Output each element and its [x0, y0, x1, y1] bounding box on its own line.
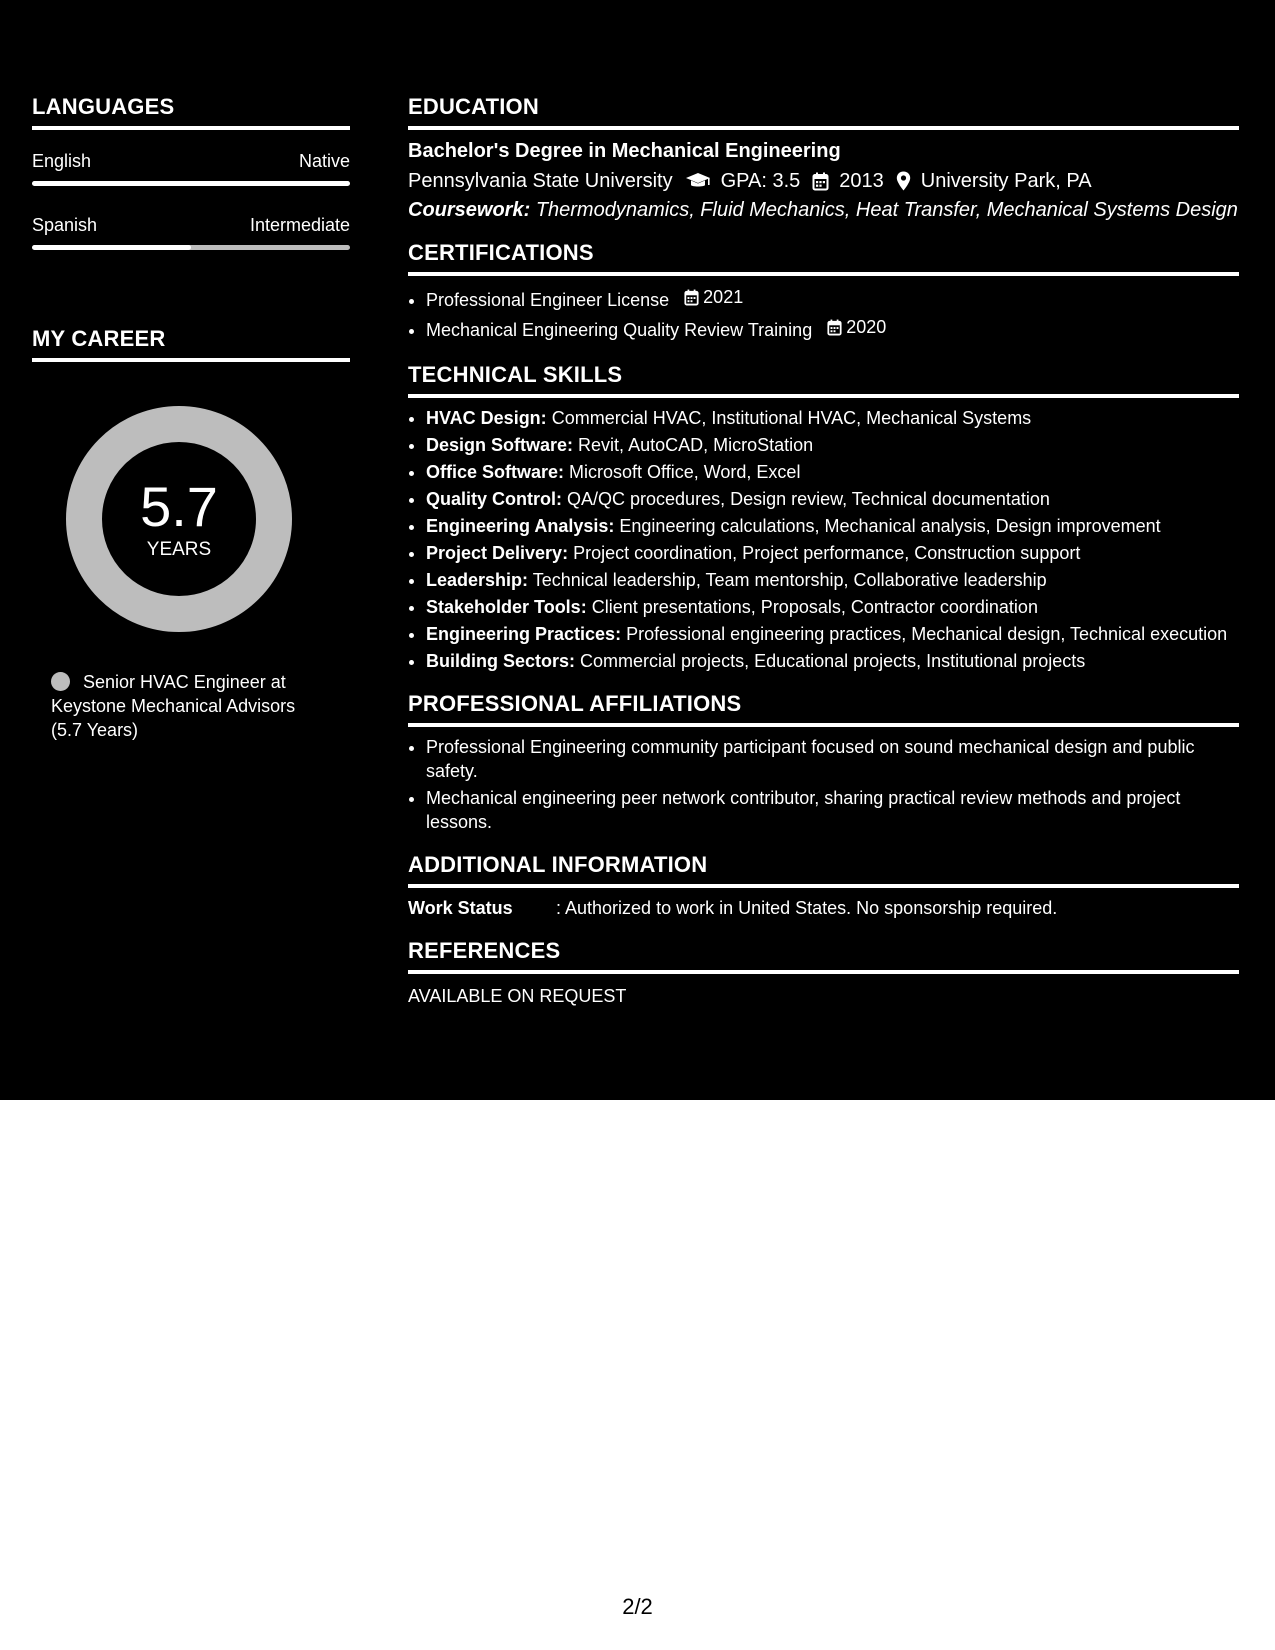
skill-value: Project coordination, Project performance, Construction support [573, 543, 1081, 563]
language-name: English [32, 151, 92, 171]
certifications-section [408, 240, 1239, 344]
certification-name: Mechanical Engineering Quality Review Training [426, 320, 813, 340]
gpa: GPA: 3.5 [720, 170, 801, 192]
skill-label: HVAC Design: [426, 408, 547, 428]
skill-label: Engineering Analysis: [426, 516, 615, 536]
language-item [32, 214, 350, 250]
skill-value: Technical leadership, Team mentorship, Collaborative leadership [532, 570, 1047, 590]
language-level: Native [298, 151, 350, 171]
affiliations-heading: PROFESSIONAL AFFILIATIONS [408, 691, 1239, 727]
career-years-value: 5.7 [140, 475, 218, 538]
work-status-label: Work Status [408, 898, 513, 918]
coursework-list: Thermodynamics, Fluid Mechanics, Heat Transfer, Mechanical Systems Design [535, 199, 1238, 221]
career-years-donut [66, 406, 292, 632]
career-heading: MY CAREER [32, 326, 350, 362]
skill-value: Client presentations, Proposals, Contractor coordination [591, 597, 1038, 617]
coursework [408, 198, 1239, 222]
skill-label: Office Software: [426, 462, 565, 482]
skill-value: Engineering calculations, Mechanical analysis, Design improvement [619, 516, 1161, 536]
skill-label: Building Sectors: [426, 651, 576, 671]
skills-heading: TECHNICAL SKILLS [408, 362, 1239, 398]
skill-label: Leadership: [426, 570, 529, 590]
work-status-row [408, 896, 1239, 920]
language-proficiency-bar [32, 181, 350, 186]
skill-label: Engineering Practices: [426, 624, 622, 644]
career-entry-text: Senior HVAC Engineer at Keystone Mechanical Advisors (5.7 Years) [51, 672, 296, 740]
certifications-heading: CERTIFICATIONS [408, 240, 1239, 276]
skill-label: Quality Control: [426, 489, 562, 509]
references-heading: REFERENCES [408, 938, 1239, 974]
languages-heading: LANGUAGES [32, 94, 350, 130]
career-years-unit: YEARS [146, 539, 212, 560]
skills-list [408, 406, 1239, 673]
certifications-list [408, 284, 1239, 344]
degree-title: Bachelor's Degree in Mechanical Engineering [408, 140, 841, 162]
school-name: Pennsylvania State University [408, 170, 673, 192]
career-legend-dot [51, 672, 70, 691]
skill-value: QA/QC procedures, Design review, Technical documentation [567, 489, 1050, 509]
skill-label: Design Software: [426, 435, 574, 455]
language-proficiency-fill [32, 181, 350, 186]
calendar-icon [684, 289, 699, 306]
career-entry [51, 670, 331, 742]
language-item [32, 150, 350, 186]
education-heading: EDUCATION [408, 94, 1239, 130]
list-item: • Mechanical engineering peer network contributor, sharing practical review methods and project lessons. [426, 786, 1239, 834]
references-text: AVAILABLE ON REQUEST [408, 986, 627, 1006]
skill-value: Commercial HVAC, Institutional HVAC, Mechanical Systems [551, 408, 1032, 428]
list-item [426, 595, 1239, 619]
language-level: Intermediate [249, 215, 350, 235]
list-item [426, 460, 1239, 484]
graduation-cap-icon [685, 172, 711, 190]
list-item [426, 406, 1239, 430]
coursework-label: Coursework: [408, 199, 531, 221]
education-meta [408, 168, 1239, 194]
list-item [426, 514, 1239, 538]
calendar-icon [827, 319, 842, 336]
skill-value: Commercial projects, Educational projects, Institutional projects [580, 651, 1086, 671]
language-name: Spanish [32, 215, 98, 235]
list-item [426, 649, 1239, 673]
school-location: University Park, PA [920, 170, 1092, 192]
list-item [426, 284, 1239, 314]
skill-value: Microsoft Office, Word, Excel [569, 462, 801, 482]
work-status-value: : Authorized to work in United States. No sponsorship required. [556, 898, 1058, 918]
certification-year: 2020 [846, 317, 887, 337]
certification-year: 2021 [703, 287, 744, 307]
skills-section [408, 362, 1239, 673]
affiliations-section [408, 691, 1239, 834]
location-pin-icon [896, 171, 911, 191]
right-column [408, 94, 1239, 1026]
references-section [408, 938, 1239, 1008]
language-proficiency-fill [32, 245, 191, 250]
list-item [426, 568, 1239, 592]
additional-info-heading: ADDITIONAL INFORMATION [408, 852, 1239, 888]
list-item [426, 314, 1239, 344]
skill-label: Stakeholder Tools: [426, 597, 587, 617]
graduation-year: 2013 [839, 170, 884, 192]
page-number: 2/2 [622, 1594, 653, 1619]
calendar-icon [812, 172, 829, 191]
skill-value: Revit, AutoCAD, MicroStation [578, 435, 814, 455]
additional-info-section [408, 852, 1239, 920]
education-section [408, 94, 1239, 222]
affiliations-list [408, 735, 1239, 834]
certification-name: Professional Engineer License [426, 290, 670, 310]
skill-label: Project Delivery: [426, 543, 569, 563]
list-item [426, 622, 1239, 646]
list-item: • Professional Engineering community participant focused on sound mechanical design and public safety. [426, 735, 1239, 783]
skill-value: Professional engineering practices, Mechanical design, Technical execution [626, 624, 1228, 644]
list-item [426, 433, 1239, 457]
language-proficiency-bar [32, 245, 350, 250]
list-item [426, 541, 1239, 565]
list-item [426, 487, 1239, 511]
left-column [32, 94, 350, 742]
